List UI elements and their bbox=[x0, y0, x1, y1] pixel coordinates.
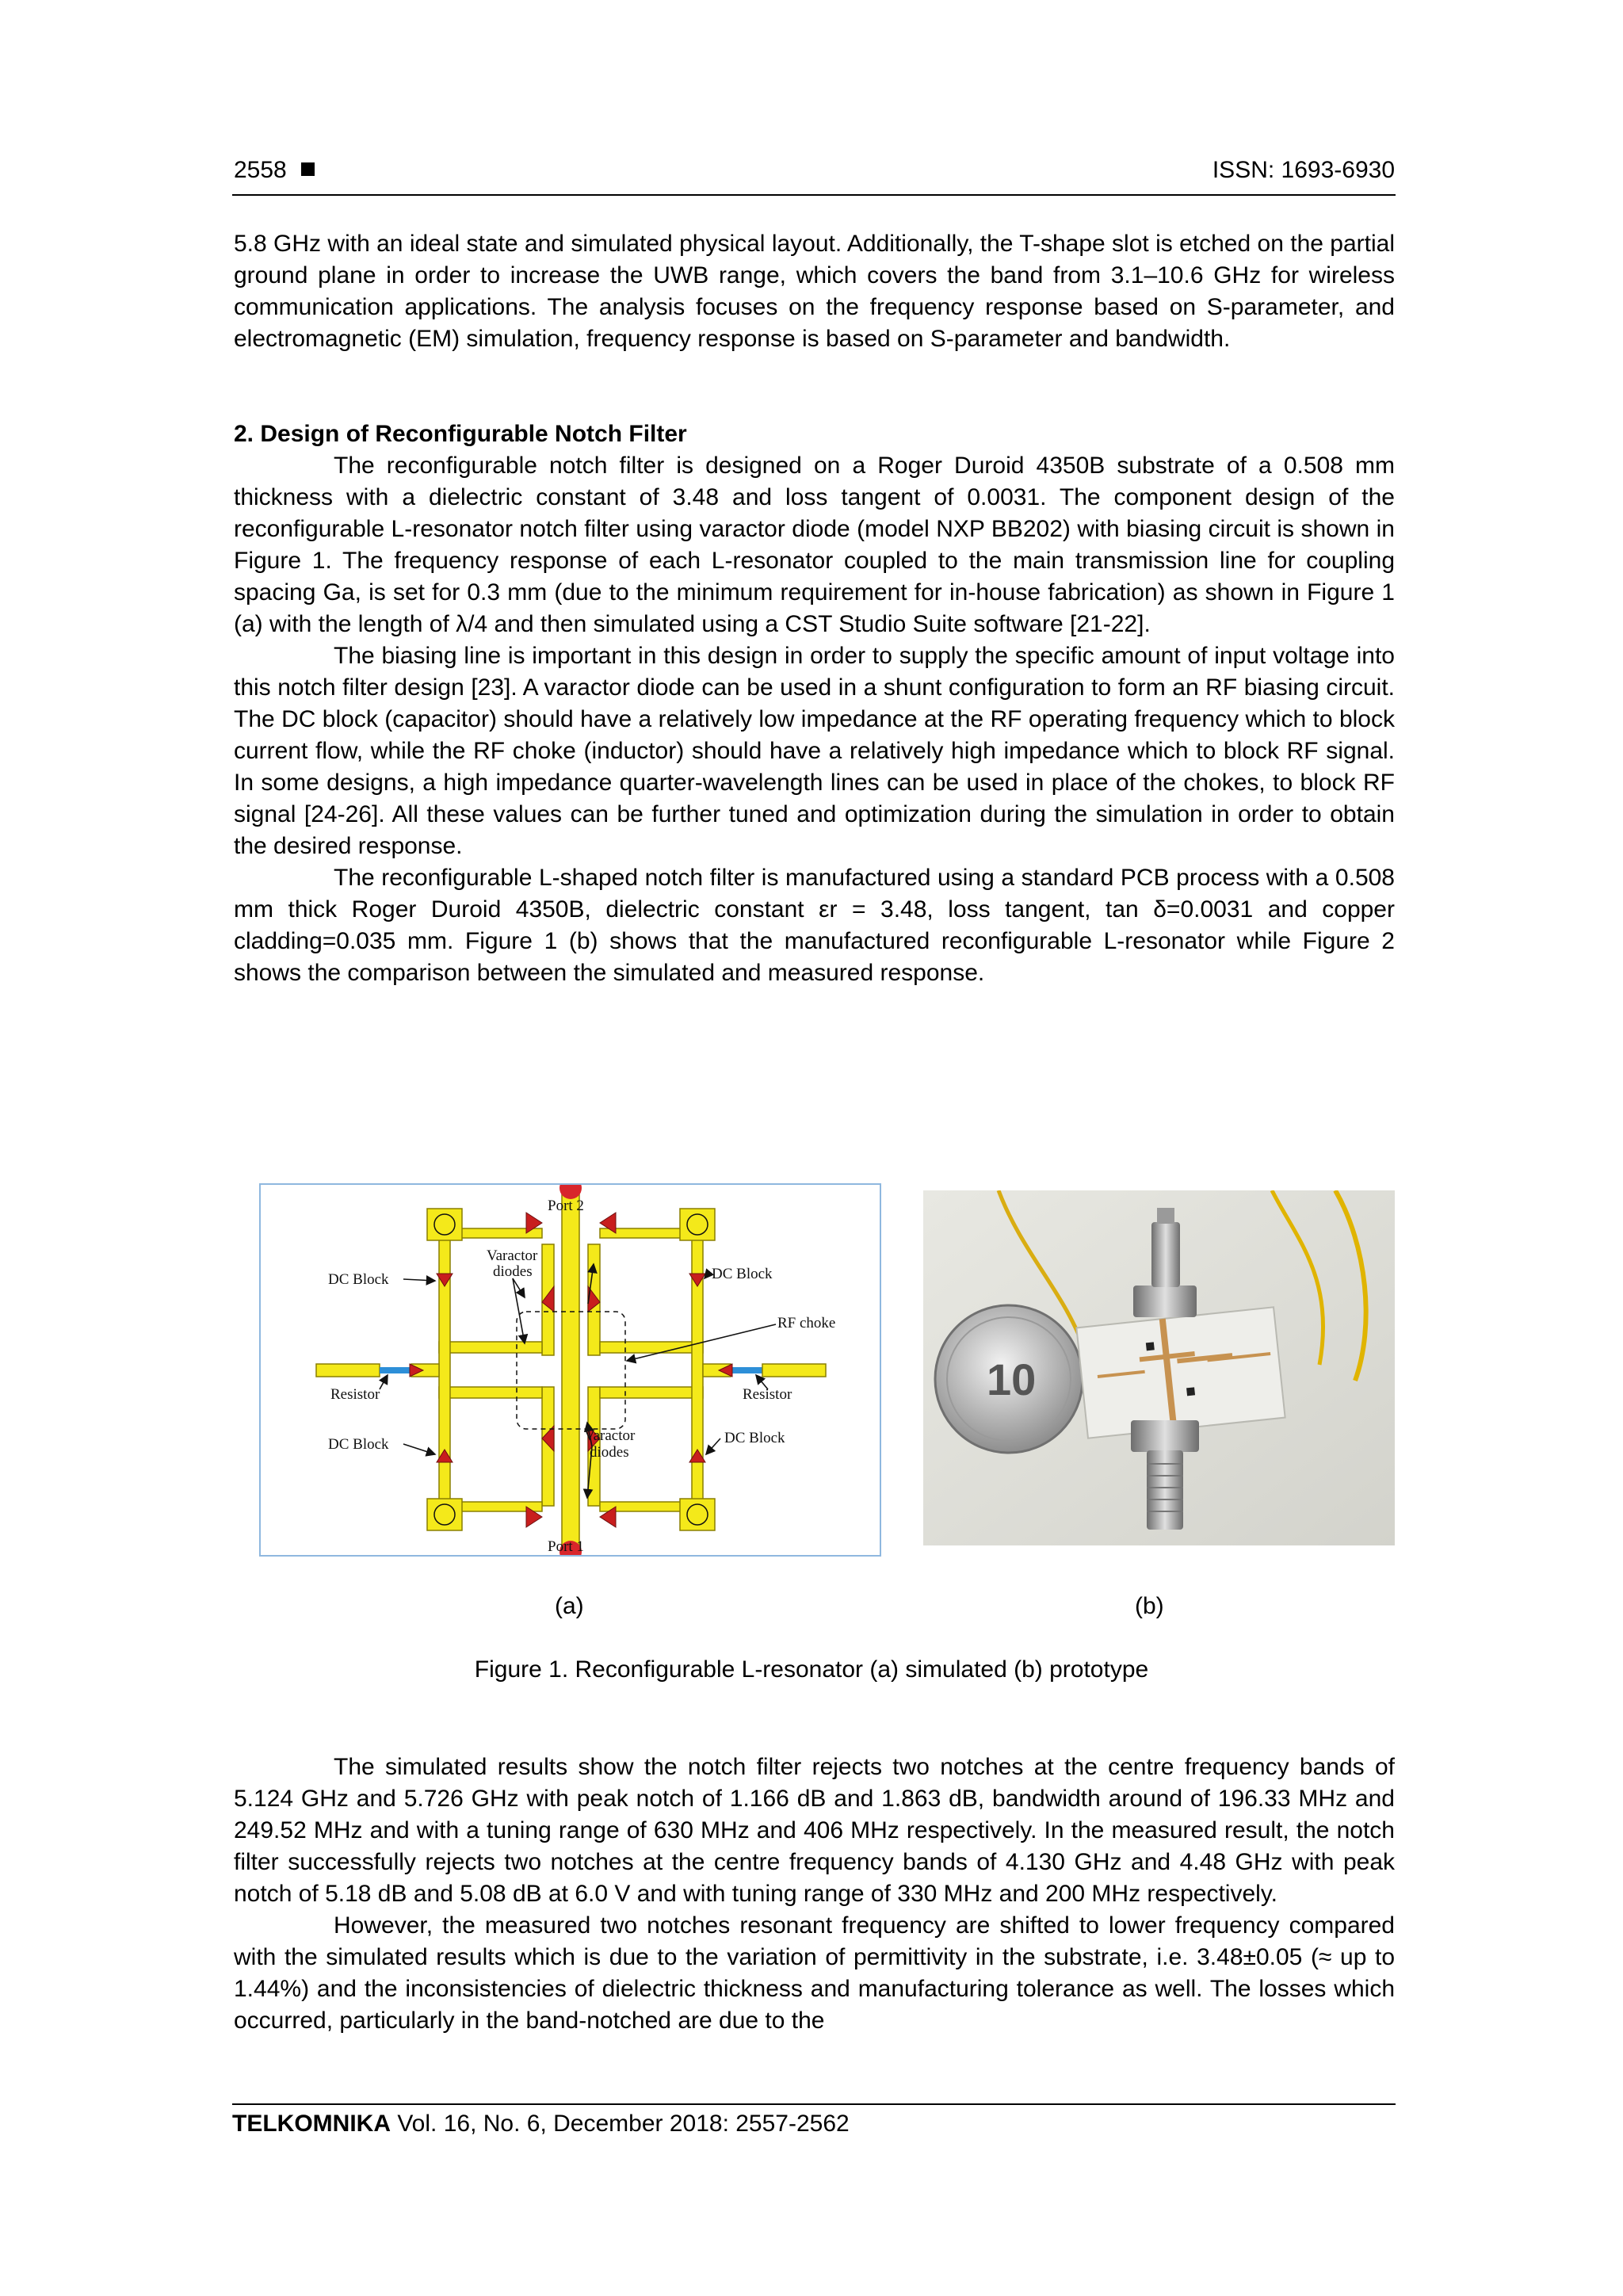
coin-icon bbox=[935, 1305, 1083, 1453]
text-column-top bbox=[234, 228, 1395, 989]
resistor-left bbox=[380, 1367, 411, 1373]
label-varactor-top-1: Varactor bbox=[487, 1247, 538, 1264]
label-dc-block-bl: DC Block bbox=[328, 1436, 389, 1453]
header-rule bbox=[232, 194, 1396, 196]
coin-value: 10 bbox=[987, 1354, 1037, 1404]
header-square-icon bbox=[301, 162, 315, 176]
stub-right-bottom bbox=[600, 1387, 703, 1398]
sub-label-b: (b) bbox=[1135, 1593, 1164, 1619]
main-transmission-line bbox=[562, 1185, 579, 1555]
label-dc-block-br: DC Block bbox=[724, 1430, 785, 1446]
intro-paragraph: 5.8 GHz with an ideal state and simulated physical layout. Additionally, the T-shape slot is etched on the partial ground plane in order to increase the UWB range, which covers the band from 3.1–10.6 GHz for wireless communication applications. The analysis focuses on the frequency response based on S-parameter, and electromagnetic (EM) simulation, frequency response is based on S-parameter and bandwidth. bbox=[234, 231, 1395, 352]
stub-right-top bbox=[600, 1342, 703, 1353]
label-port2: Port 2 bbox=[548, 1198, 584, 1214]
footer-rule bbox=[232, 2103, 1396, 2105]
feed-line-left bbox=[439, 1228, 450, 1514]
resistor-pad-left bbox=[316, 1364, 380, 1377]
figure-a-circuit-diagram bbox=[259, 1183, 881, 1557]
circuit-svg bbox=[261, 1185, 880, 1555]
label-varactor-bottom-2: diodes bbox=[590, 1444, 629, 1461]
resistor-right bbox=[731, 1367, 762, 1373]
stub-left-bottom bbox=[439, 1387, 542, 1398]
pad-bottom-left bbox=[427, 1499, 462, 1530]
figure-b-prototype-photo bbox=[923, 1190, 1395, 1545]
label-dc-block-tr: DC Block bbox=[712, 1266, 773, 1282]
paragraph-1: The reconfigurable notch filter is designed on a Roger Duroid 4350B substrate of a 0.508 mm thickness with a dielectric constant of 3.48 and loss tangent of 0.0031. The component design of the reconfigurable L-resonator notch filter using varactor diode (model NXP BB202) with biasing circuit is shown in Figure 1. The frequency response of each L-resonator coupled to the main transmission line for coupling spacing Ga, is set for 0.3 mm (due to the minimum requirement for in-house fabrication) as shown in Figure 1 (a) with the length of λ/4 and then simulated using a CST Studio Suite software [21-22]. bbox=[234, 453, 1395, 637]
pcb-board bbox=[1076, 1307, 1285, 1438]
prototype-svg bbox=[923, 1190, 1395, 1545]
pad-top-left bbox=[427, 1209, 462, 1240]
label-rf-choke: RF choke bbox=[777, 1315, 836, 1331]
paragraph-4: The simulated results show the notch filter rejects two notches at the centre frequency bands of 5.124 GHz and 5.726 GHz with peak notch of 1.166 dB and 1.863 dB, bandwidth around of 196.33 MHz and 249.52 MHz and with a tuning range of 630 MHz and 406 MHz respectively. In the measured result, the notch filter successfully rejects two notches at the centre frequency bands of 4.130 GHz and 4.48 GHz with peak notch of 5.18 dB and 5.08 dB at 6.0 V and with tuning range of 330 MHz and 200 MHz respectively. bbox=[234, 1754, 1395, 1907]
label-port1: Port 1 bbox=[548, 1538, 584, 1555]
text-column-bottom bbox=[234, 1752, 1395, 2037]
paragraph-5: However, the measured two notches resonant frequency are shifted to lower frequency compared with the simulated results which is due to the variation of permittivity in the substrate, i.e. 3.48±0.05 (≈ up to 1.44%) and the inconsistencies of dielectric thickness and manufacturing tolerance as well. The losses which occurred, particularly in the band-notched are due to the bbox=[234, 1912, 1395, 2034]
journal-name: TELKOMNIKA bbox=[232, 2111, 391, 2137]
paragraph-3: The reconfigurable L-shaped notch filter is manufactured using a standard PCB process with a 0.508 mm thick Roger Duroid 4350B, dielectric constant εr = 3.48, loss tangent, tan δ=0.0031 and copper cladding=0.035 mm. Figure 1 (b) shows that the manufactured reconfigurable L-resonator while Figure 2 shows the comparison between the simulated and measured response. bbox=[234, 865, 1395, 986]
label-resistor-left: Resistor bbox=[330, 1386, 380, 1403]
page-footer bbox=[232, 2111, 850, 2137]
label-varactor-top-2: diodes bbox=[493, 1263, 533, 1280]
journal-citation: Vol. 16, No. 6, December 2018: 2557-2562 bbox=[397, 2111, 850, 2137]
page-header bbox=[234, 157, 1395, 189]
feed-line-right bbox=[692, 1228, 703, 1514]
page-number: 2558 bbox=[234, 157, 315, 184]
resistor-pad-right bbox=[762, 1364, 826, 1377]
label-resistor-right: Resistor bbox=[743, 1386, 792, 1403]
pad-top-right bbox=[680, 1209, 715, 1240]
sub-label-a: (a) bbox=[555, 1593, 584, 1619]
pad-bottom-right bbox=[680, 1499, 715, 1530]
section-heading: 2. Design of Reconfigurable Notch Filter bbox=[234, 421, 687, 447]
paragraph-2: The biasing line is important in this design in order to supply the specific amount of input voltage into this notch filter design [23]. A varactor diode can be used in a shunt configuration to form an RF biasing circuit. The DC block (capacitor) should have a relatively low impedance at the RF operating frequency which to block current flow, while the RF choke (inductor) should have a relatively high impedance which to block RF signal. In some designs, a high impedance quarter-wavelength lines can be used in place of the chokes, to block RF signal [24-26]. All these values can be further tuned and optimization during the simulation in order to obtain the desired response. bbox=[234, 643, 1395, 859]
issn: ISSN: 1693-6930 bbox=[1212, 157, 1395, 183]
label-varactor-bottom-1: Varactor bbox=[584, 1427, 636, 1444]
stub-left-top bbox=[439, 1342, 542, 1353]
label-dc-block-tl: DC Block bbox=[328, 1271, 389, 1288]
figure-caption: Figure 1. Reconfigurable L-resonator (a) simulated (b) prototype bbox=[474, 1656, 1149, 1683]
